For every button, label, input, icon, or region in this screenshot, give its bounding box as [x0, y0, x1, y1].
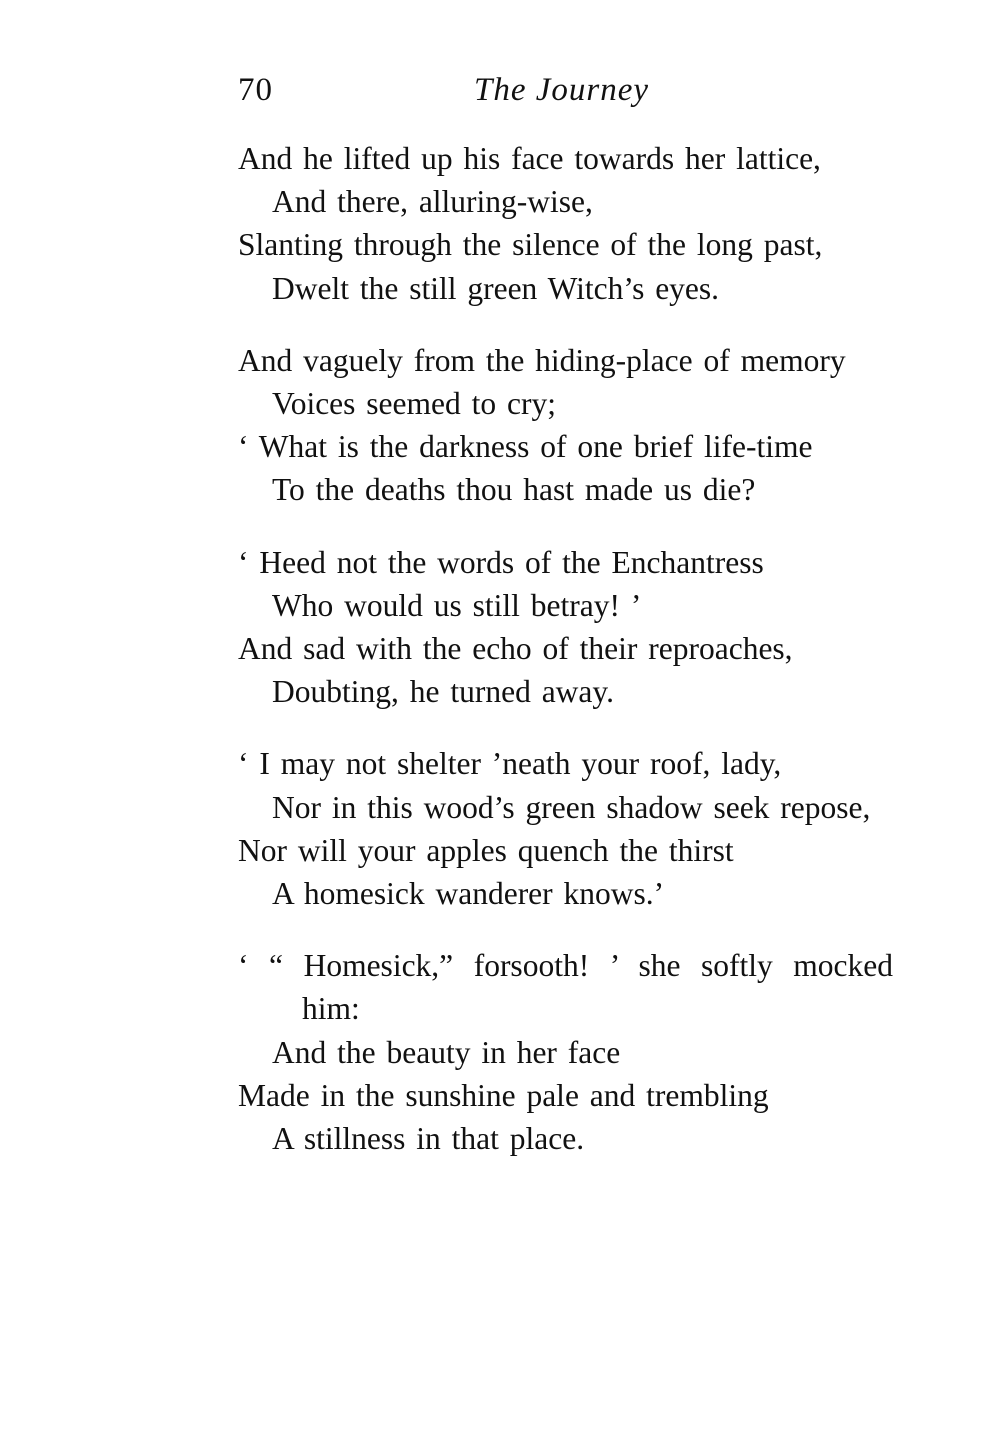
poem-line: And sad with the echo of their reproaches, — [238, 631, 793, 667]
poem-line-runover: him: — [302, 991, 360, 1027]
poem-line: Who would us still betray! ’ — [272, 587, 642, 623]
poem-line: And vaguely from the hiding-place of memory — [238, 342, 846, 378]
poem-line: ‘ I may not shelter ’neath your roof, lady, — [238, 746, 782, 782]
page-number: 70 — [238, 72, 273, 108]
stanza-1 — [238, 137, 918, 310]
poem-line: And he lifted up his face towards her lattice, — [238, 141, 821, 176]
poem-line: Doubting, he turned away. — [272, 674, 614, 710]
poem-line: ‘ “ Homesick,” forsooth! ’ she softly mocked — [238, 948, 893, 984]
stanza-5 — [238, 944, 918, 1160]
poem-line: Nor in this wood’s green shadow seek repose, — [272, 789, 871, 825]
poem-line: To the deaths thou hast made us die? — [272, 472, 756, 508]
stanza-3 — [238, 541, 918, 714]
poem — [238, 137, 918, 1189]
stanza-4 — [238, 742, 918, 915]
poem-line: Made in the sunshine pale and trembling — [238, 1077, 769, 1113]
poem-line: Slanting through the silence of the long past, — [238, 227, 823, 263]
poem-line: A homesick wanderer knows.’ — [272, 876, 665, 912]
poem-line: Dwelt the still green Witch’s eyes. — [272, 270, 720, 306]
poem-line: And there, alluring-wise, — [272, 184, 593, 220]
running-head-title: The Journey — [474, 72, 650, 108]
poem-line: Voices seemed to cry; — [272, 386, 556, 422]
poem-line: And the beauty in her face — [272, 1034, 621, 1070]
poem-line: A stillness in that place. — [272, 1121, 585, 1157]
running-head — [238, 72, 898, 116]
poem-line: ‘ What is the darkness of one brief life-time — [238, 429, 813, 465]
stanza-2 — [238, 339, 918, 512]
poem-line: ‘ Heed not the words of the Enchantress — [238, 544, 764, 580]
poem-line: Nor will your apples quench the thirst — [238, 832, 734, 868]
